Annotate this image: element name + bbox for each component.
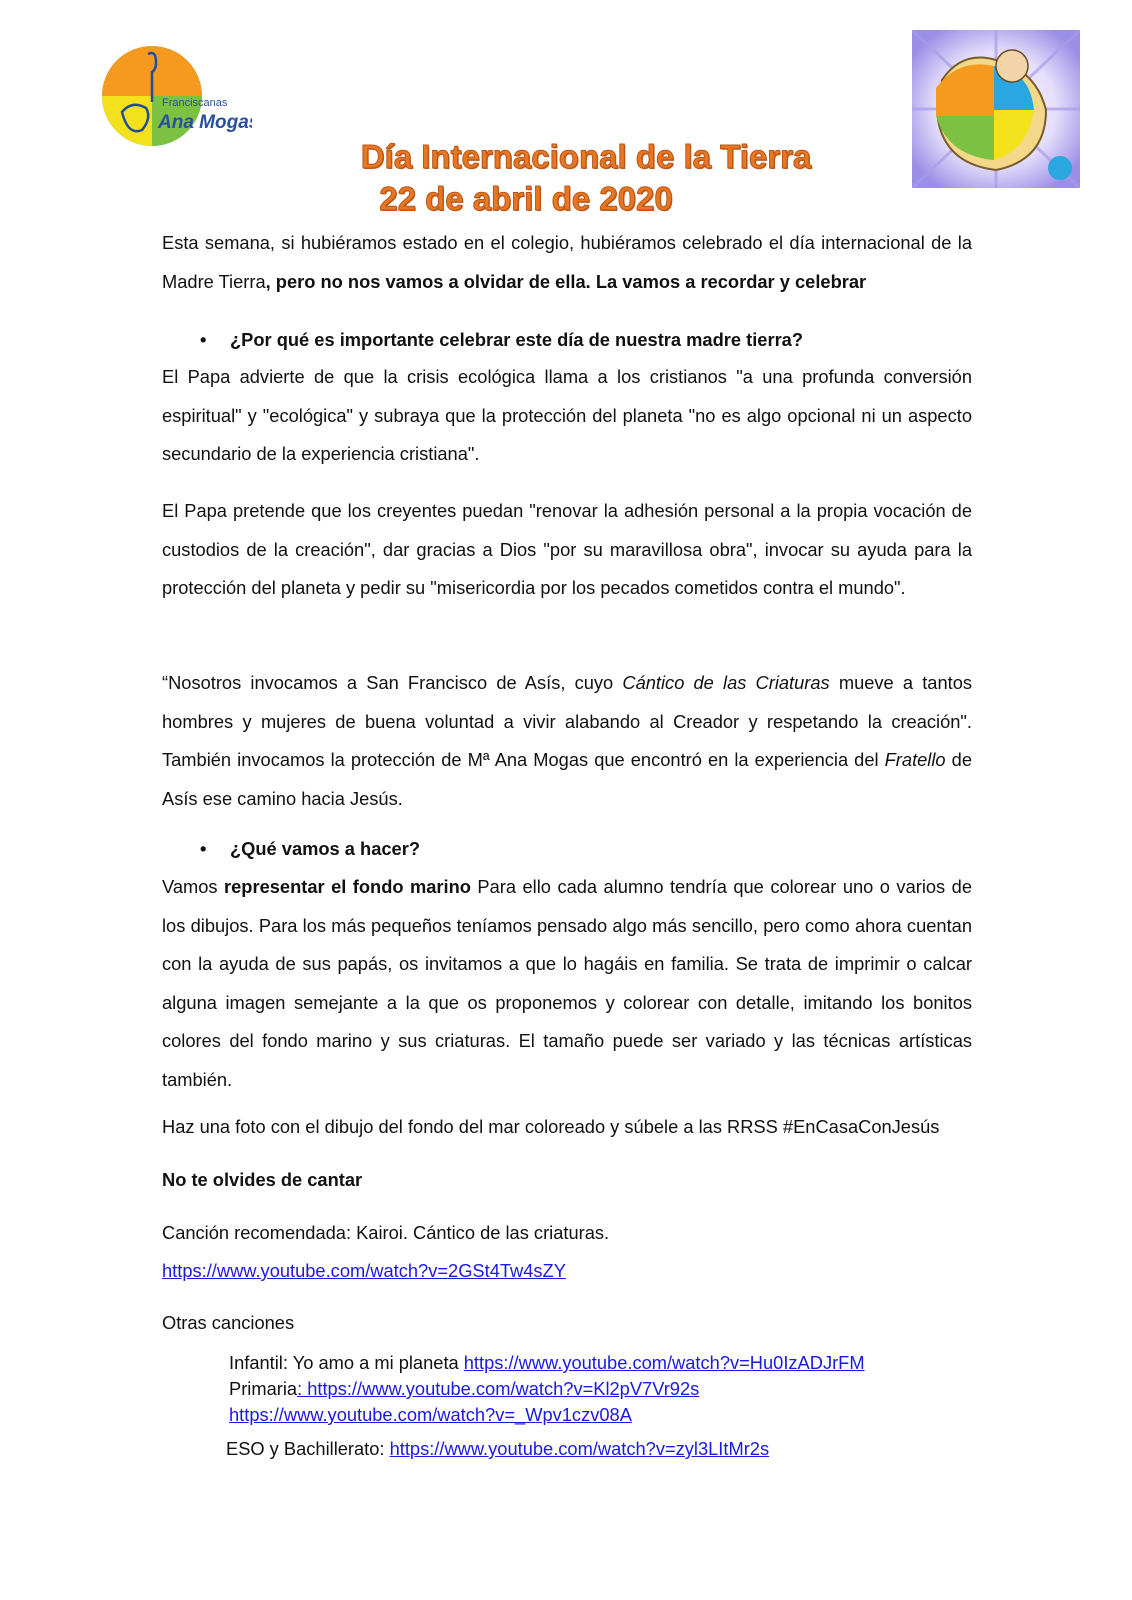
primaria-line: Primaria: https://www.youtube.com/watch?v=Kl2pV7Vr92s [229,1378,700,1399]
primaria-link-2[interactable]: https://www.youtube.com/watch?v=_Wpv1czv08A [229,1404,632,1425]
song-link-wrap [162,1260,566,1282]
song-recommended: Canción recomendada: Kairoi. Cántico de las criaturas. [162,1222,610,1243]
infantil-line: Infantil: Yo amo a mi planeta https://www.youtube.com/watch?v=Hu0IzADJrFM [229,1352,865,1373]
paragraph-pope-intent: El Papa pretende que los creyentes puedan "renovar la adhesión personal a la propia vocación de custodios de la creación", dar gracias a Dios "por su maravillosa obra", invocar su ayuda para la protección del planeta y pedir su "misericordia por los pecados cometidos contra el mundo". [162,500,972,598]
franciscanas-logo [102,44,252,148]
svg-text:Franciscanas: Franciscanas [162,97,228,109]
infantil-link[interactable]: https://www.youtube.com/watch?v=Hu0IzADJrFM [463,1352,865,1373]
primaria-line-2 [229,1402,632,1428]
sing-heading: No te olvides de cantar [162,1169,363,1190]
eso-line: ESO y Bachillerato: https://www.youtube.com/watch?v=zyl3LItMr2s [226,1438,770,1459]
svg-text:Ana Mogas: Ana Mogas [158,112,252,133]
paragraph-san-francisco: “Nosotros invocamos a San Francisco de Asís, cuyo Cántico de las Criaturas mueve a tantos hombres y mujeres de buena voluntad a vivir alabando al Creador y respetando la creación". También invocamos la protección de Mª Ana Mogas que encontró en la experiencia del Fratello de Asís ese camino hacia Jesús. [162,672,973,809]
song-link[interactable]: https://www.youtube.com/watch?v=2GSt4Tw4sZY [162,1260,566,1281]
intro-paragraph: Esta semana, si hubiéramos estado en el colegio, hubiéramos celebrado el día internacional de la Madre Tierra, pero no nos vamos a olvidar de ella. La vamos a recordar y celebrar [162,232,972,292]
primaria-link[interactable]: : https://www.youtube.com/watch?v=Kl2pV7Vr92s [297,1378,700,1399]
eso-link[interactable]: https://www.youtube.com/watch?v=zyl3LItMr2s [389,1438,770,1459]
page-title: Día Internacional de la Tierra [360,138,812,175]
page-subtitle-date: 22 de abril de 2020 [379,180,673,217]
other-songs-heading: Otras canciones [162,1312,295,1333]
paragraph-pope-warning: El Papa advierte de que la crisis ecológica llama a los cristianos "a una profunda conversión espiritual" y "ecológica" y subraya que la protección del planeta "no es algo opcional ni un aspecto secundario de la experiencia cristiana". [162,366,972,464]
photo-instruction: Haz una foto con el dibujo del fondo del mar coloreado y súbele a las RRSS #EnCasaConJesús [162,1116,940,1137]
paragraph-activity: Vamos representar el fondo marino Para ello cada alumno tendría que colorear uno o varios de los dibujos. Para los más pequeños teníamos pensado algo más sencillo, pero como ahora cuentan con la ayuda de sus papás, os invitamos a que lo hagáis en familia. Se trata de imprimir o calcar alguna imagen semejante a la que os proponemos y colorear con detalle, imitando los bonitos colores del fondo marino y sus criaturas. El tamaño puede ser variado y las técnicas artísticas también. [162,876,972,1090]
